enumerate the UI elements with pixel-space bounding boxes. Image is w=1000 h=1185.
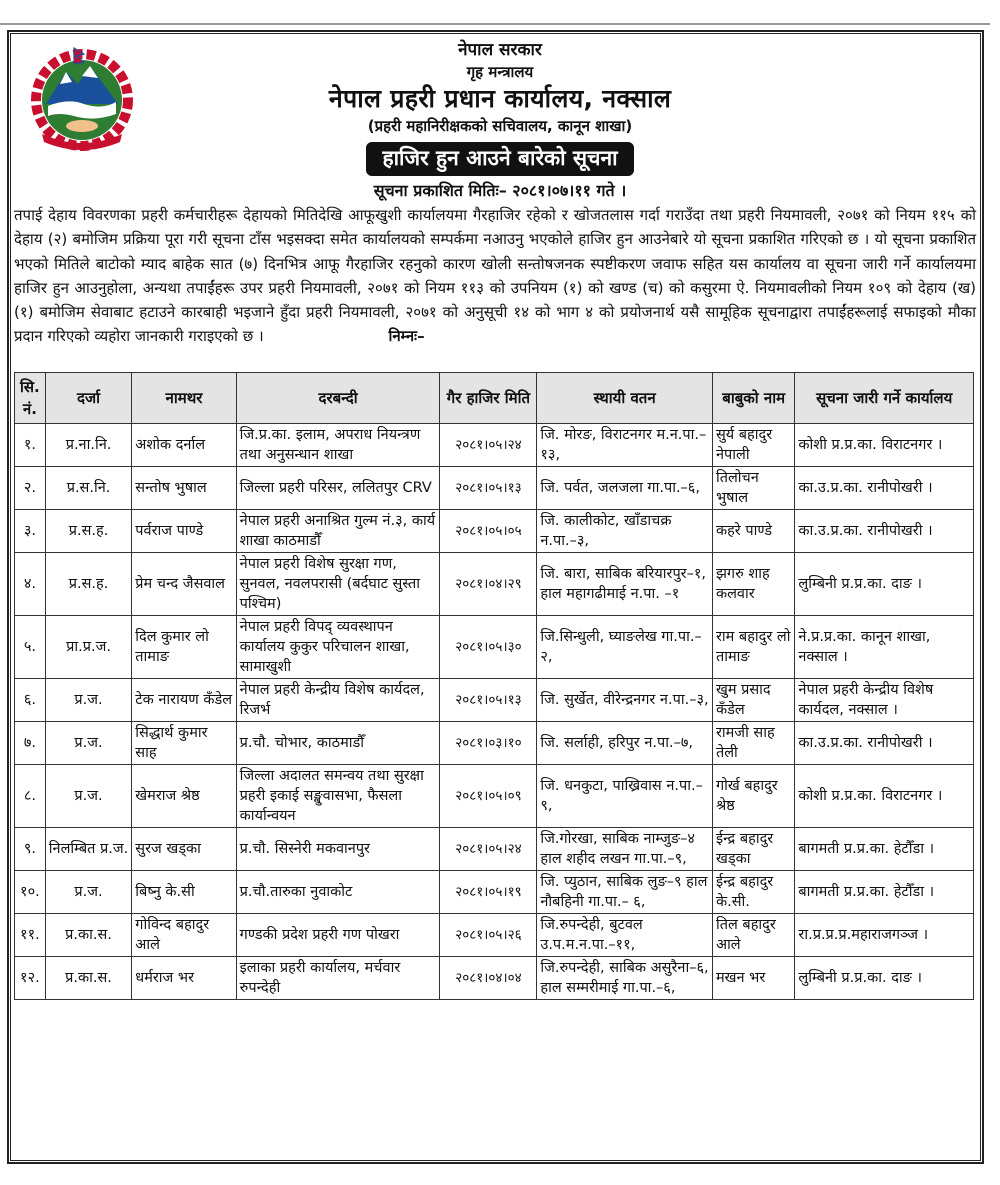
cell-name: गोविन्द बहादुर आले (132, 914, 236, 957)
table-row (15, 765, 974, 828)
cell-name: प्रेम चन्द जैसवाल (132, 553, 236, 616)
cell-name: अशोक दर्नाल (132, 424, 236, 467)
cell-name: खेमराज श्रेष्ठ (132, 765, 236, 828)
cell-rank: प्रा.प्र.ज. (45, 616, 131, 679)
cell-father: कहरे पाण्डे (712, 510, 794, 553)
cell-office: नेपाल प्रहरी केन्द्रीय विशेष कार्यदल, नक्साल । (795, 679, 974, 722)
cell-rank: निलम्बित प्र.ज. (45, 828, 131, 871)
cell-rank: प्र.ज. (45, 722, 131, 765)
cell-rank: प्र.का.स. (45, 957, 131, 1000)
cell-posting: इलाका प्रहरी कार्यालय, मर्चवार रुपन्देही (236, 957, 440, 1000)
cell-posting: प्र.चौ. सिस्नेरी मकवानपुर (236, 828, 440, 871)
table-row (15, 914, 974, 957)
cell-address: जि.रुपन्देही, साबिक असुरैना–६, हाल सम्मरीमाई गा.पा.–६, (537, 957, 713, 1000)
previous-page-strip (0, 0, 1000, 8)
cell-office: बागमती प्र.प्र.का. हेटौँडा । (795, 871, 974, 914)
table-header-row (15, 373, 974, 424)
cell-address: जि. कालीकोट, खाँडाचक्र न.पा.–३, (537, 510, 713, 553)
cell-absent-date: २०८१।०५।०५ (440, 510, 537, 553)
cell-name: बिष्नु के.सी (132, 871, 236, 914)
cell-rank: प्र.स.ह. (45, 510, 131, 553)
cell-sn: ९. (15, 828, 46, 871)
cell-rank: प्र.ज. (45, 871, 131, 914)
cell-sn: २. (15, 467, 46, 510)
cell-absent-date: २०८१।०३।१० (440, 722, 537, 765)
cell-absent-date: २०८१।०५।३० (440, 616, 537, 679)
cell-office: लुम्बिनी प्र.प्र.का. दाङ । (795, 957, 974, 1000)
list-label: निम्नः– (388, 327, 425, 346)
cell-name: दिल कुमार लो तामाङ (132, 616, 236, 679)
cell-absent-date: २०८१।०४।२९ (440, 553, 537, 616)
notice-paragraph: तपाई देहाय विवरणका प्रहरी कर्मचारीहरू देहायको मितिदेखि आफूखुशी कार्यालयमा गैरहाजिर रहेको र खोजतलास गर्दा गराउँदा तथा प्रहरी नियमावली, २०७१ को नियम ११५ को देहाय (२) बमोजिम प्रक्रिया पूरा गरी सूचना टाँस भइसक्दा समेत कार्यालयको सम्पर्कमा नआउनु भएकोले हाजिर हुन आउनेबारे यो सूचना प्रकाशित गरिएको छ । यो सूचना प्रकाशित भएको मितिले बाटोको म्याद बाहेक सात (७) दिनभित्र आफू गैरहाजिर रहनुको कारण खोली सन्तोषजनक स्पष्टीकरण जवाफ सहित यस कार्यालय वा सूचना जारी गर्ने कार्यालयमा हाजिर हुन आउनुहोला, अन्यथा तपाईंहरू उपर प्रहरी नियमावली, २०७१ को नियम ११३ को उपनियम (१) को खण्ड (च) को कसुरमा ऐ. नियमावलीको नियम १०९ को देहाय (ख) (१) बमोजिम सेवाबाट हटाउने कारबाही भइजाने हुँदा प्रहरी नियमावली, २०७१ को अनुसूची १४ को भाग ४ को प्रयोजनार्थ यसै सामूहिक सूचनाद्वारा तपाईंहरूलाई सफाइको मौका प्रदान गरिएको व्यहोरा जानकारी गराइएको छ । (14, 206, 976, 346)
notice-header (0, 38, 1000, 204)
cell-rank: प्र.का.स. (45, 914, 131, 957)
header-address: स्थायी वतन (537, 373, 713, 424)
notice-body (14, 203, 976, 349)
cell-absent-date: २०८१।०५।२६ (440, 914, 537, 957)
cell-posting: नेपाल प्रहरी विपद् व्यवस्थापन कार्यालय कुकुर परिचालन शाखा, सामाखुशी (236, 616, 440, 679)
cell-office: का.उ.प्र.का. रानीपोखरी । (795, 510, 974, 553)
cell-father: रामजी साह तेली (712, 722, 794, 765)
cell-rank: प्र.ना.नि. (45, 424, 131, 467)
cell-rank: प्र.स.नि. (45, 467, 131, 510)
cell-father: गोर्ख बहादुर श्रेष्ठ (712, 765, 794, 828)
cell-name: धर्मराज भर (132, 957, 236, 1000)
cell-address: जि. धनकुटा, पाख्रिवास न.पा.–९, (537, 765, 713, 828)
cell-sn: ८. (15, 765, 46, 828)
cell-posting: प्र.चौ.तारुका नुवाकोट (236, 871, 440, 914)
header-sn: सि. नं. (15, 373, 46, 424)
table-row (15, 828, 974, 871)
cell-sn: ६. (15, 679, 46, 722)
cell-address: जि. बारा, साबिक बरियारपुर–१, हाल महागढीमाई न.पा. –१ (537, 553, 713, 616)
cell-sn: १०. (15, 871, 46, 914)
cell-absent-date: २०८१।०४।०४ (440, 957, 537, 1000)
cell-address: जि. सुर्खेत, वीरेन्द्रनगर न.पा.–३, (537, 679, 713, 722)
cell-address: जि.रुपन्देही, बुटवल उ.प.म.न.पा.–११, (537, 914, 713, 957)
cell-sn: १. (15, 424, 46, 467)
cell-sn: ४. (15, 553, 46, 616)
table-row (15, 424, 974, 467)
cell-name: सुरज खड्का (132, 828, 236, 871)
cell-sn: ५. (15, 616, 46, 679)
cell-absent-date: २०८१।०५।२४ (440, 828, 537, 871)
cell-father: ईन्द्र बहादुर के.सी. (712, 871, 794, 914)
table-row (15, 679, 974, 722)
header-absent-date: गैर हाजिर मिति (440, 373, 537, 424)
cell-office: लुम्बिनी प्र.प्र.का. दाङ । (795, 553, 974, 616)
table-row (15, 871, 974, 914)
cell-name: पर्वराज पाण्डे (132, 510, 236, 553)
table-row (15, 957, 974, 1000)
table-row (15, 722, 974, 765)
cell-posting: जि.प्र.का. इलाम, अपराध नियन्त्रण तथा अनुसन्धान शाखा (236, 424, 440, 467)
header-office: सूचना जारी गर्ने कार्यालय (795, 373, 974, 424)
cell-name: टेक नारायण कँडेल (132, 679, 236, 722)
table-row (15, 510, 974, 553)
cell-posting: नेपाल प्रहरी अनाश्रित गुल्म नं.३, कार्य शाखा काठमाडौँ (236, 510, 440, 553)
cell-father: ईन्द्र बहादुर खड्का (712, 828, 794, 871)
ministry-name: गृह मन्त्रालय (466, 63, 534, 81)
cell-office: कोशी प्र.प्र.का. विराटनगर । (795, 765, 974, 828)
page-divider (0, 23, 990, 25)
cell-rank: प्र.ज. (45, 679, 131, 722)
header-posting: दरबन्दी (236, 373, 440, 424)
table-row (15, 553, 974, 616)
government-name: नेपाल सरकार (458, 40, 542, 60)
published-date: सूचना प्रकाशित मितिः– २०८१।०७।११ गते । (373, 181, 627, 200)
cell-office: रा.प्र.प्र.प्र.महाराजगञ्ज । (795, 914, 974, 957)
cell-address: जि.सिन्धुली, घ्याङलेख गा.पा.–२, (537, 616, 713, 679)
cell-office: ने.प्र.प्र.का. कानून शाखा, नक्साल । (795, 616, 974, 679)
cell-rank: प्र.ज. (45, 765, 131, 828)
cell-posting: नेपाल प्रहरी केन्द्रीय विशेष कार्यदल, रिजर्भ (236, 679, 440, 722)
cell-address: जि. प्युठान, साबिक लुङ–९ हाल नौबहिनी गा.पा.– ६, (537, 871, 713, 914)
header-rank: दर्जा (45, 373, 131, 424)
cell-absent-date: २०८१।०५।२४ (440, 424, 537, 467)
cell-father: झगरु शाह कलवार (712, 553, 794, 616)
cell-address: जि.गोरखा, साबिक नाम्जुङ–४ हाल शहीद लखन गा.पा.–९, (537, 828, 713, 871)
cell-absent-date: २०८१।०५।१९ (440, 871, 537, 914)
cell-name: सन्तोष भुषाल (132, 467, 236, 510)
cell-father: तिलोचन भुषाल (712, 467, 794, 510)
header-father: बाबुको नाम (712, 373, 794, 424)
cell-office: का.उ.प्र.का. रानीपोखरी । (795, 467, 974, 510)
cell-sn: ७. (15, 722, 46, 765)
cell-address: जि. पर्वत, जलजला गा.पा.–६, (537, 467, 713, 510)
cell-absent-date: २०८१।०५।०९ (440, 765, 537, 828)
cell-father: तिल बहादुर आले (712, 914, 794, 957)
cell-posting: प्र.चौ. चोभार, काठमाडौँ (236, 722, 440, 765)
cell-father: राम बहादुर लो तामाङ (712, 616, 794, 679)
cell-address: जि. सर्लाही, हरिपुर न.पा.–७, (537, 722, 713, 765)
notice-title: हाजिर हुन आउने बारेको सूचना (366, 142, 633, 176)
cell-posting: नेपाल प्रहरी विशेष सुरक्षा गण, सुनवल, नवलपरासी (बर्दघाट सुस्ता पश्चिम) (236, 553, 440, 616)
cell-office: का.उ.प्र.का. रानीपोखरी । (795, 722, 974, 765)
cell-posting: जिल्ला अदालत समन्वय तथा सुरक्षा प्रहरी इकाई सङ्खुवासभा, फैसला कार्यान्वयन (236, 765, 440, 828)
cell-rank: प्र.स.ह. (45, 553, 131, 616)
table-row (15, 616, 974, 679)
absentee-table (14, 372, 974, 1000)
cell-office: बागमती प्र.प्र.का. हेटौँडा । (795, 828, 974, 871)
table-body (15, 424, 974, 1000)
office-name: नेपाल प्रहरी प्रधान कार्यालय, नक्साल (328, 84, 672, 113)
cell-posting: जिल्ला प्रहरी परिसर, ललितपुर CRV (236, 467, 440, 510)
cell-father: खुम प्रसाद कँडेल (712, 679, 794, 722)
table-row (15, 467, 974, 510)
cell-absent-date: २०८१।०५।१३ (440, 467, 537, 510)
cell-sn: ३. (15, 510, 46, 553)
header-name: नामथर (132, 373, 236, 424)
cell-father: मखन भर (712, 957, 794, 1000)
cell-address: जि. मोरङ, विराटनगर म.न.पा.–१३, (537, 424, 713, 467)
cell-absent-date: २०८१।०५।१३ (440, 679, 537, 722)
cell-name: सिद्धार्थ कुमार साह (132, 722, 236, 765)
cell-posting: गण्डकी प्रदेश प्रहरी गण पोखरा (236, 914, 440, 957)
cell-father: सुर्य बहादुर नेपाली (712, 424, 794, 467)
cell-sn: १२. (15, 957, 46, 1000)
cell-office: कोशी प्र.प्र.का. विराटनगर । (795, 424, 974, 467)
branch-name: (प्रहरी महानिरीक्षकको सचिवालय, कानून शाखा) (367, 117, 633, 135)
cell-sn: ११. (15, 914, 46, 957)
